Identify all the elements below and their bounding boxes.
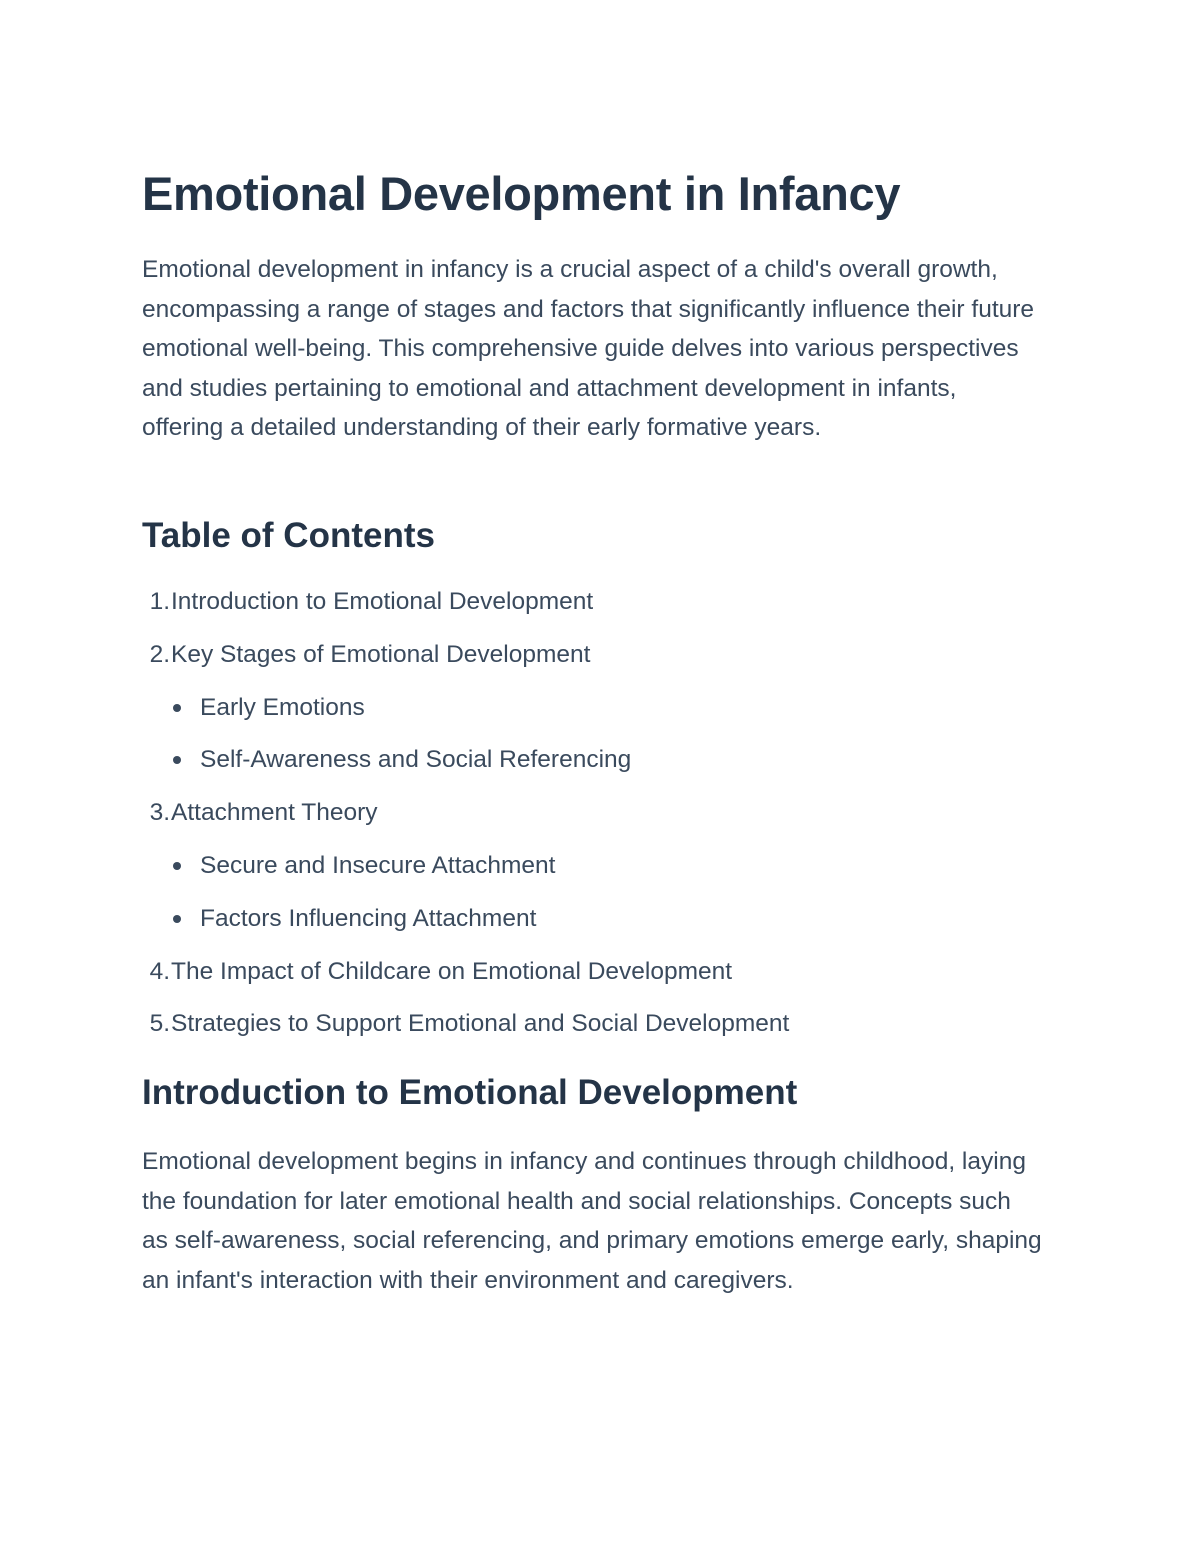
intro-paragraph: Emotional development in infancy is a crucial aspect of a child's overall growth, encompassing a range of stages and factors that significantly influence their future emotional well-being. This comprehensive guide delves into various perspectives and studies pertaining to emotional and attachment development in infants, offering a detailed understanding of their early formative years. [142, 256, 1035, 442]
toc-item-number: 1. [149, 588, 170, 615]
toc-subitem-label: Self-Awareness and Social Referencing [200, 746, 632, 774]
toc-item-number: 5. [149, 1010, 170, 1038]
toc-item-label: Key Stages of Emotional Development [171, 640, 591, 668]
toc-item-number: 2. [149, 640, 170, 668]
toc-subitem-label: Early Emotions [200, 693, 365, 721]
bullet-icon [173, 862, 181, 870]
bullet-icon [173, 915, 181, 923]
toc-item-number: 4. [149, 957, 170, 985]
toc-item-label: Strategies to Support Emotional and Social Development [171, 1010, 790, 1038]
bullet-icon [173, 704, 181, 712]
toc-item-label: Introduction to Emotional Development [171, 588, 594, 615]
document-title: Emotional Development in Infancy [142, 167, 901, 220]
toc-item-label: Attachment Theory [171, 799, 378, 827]
toc-item-number: 3. [149, 799, 170, 827]
introduction-heading: Introduction to Emotional Development [142, 1073, 798, 1112]
introduction-paragraph: Emotional development begins in infancy and continues through childhood, laying the foundation for later emotional health and social relationships. Concepts such as self-awareness, social referencing, and primary emotions emerge early, shaping an infant's interaction with their environment and caregivers. [142, 1148, 1042, 1294]
toc-heading: Table of Contents [142, 516, 435, 555]
toc-item-label: The Impact of Childcare on Emotional Development [171, 957, 733, 985]
toc-subitem-label: Factors Influencing Attachment [200, 904, 537, 932]
bullet-icon [173, 756, 181, 764]
toc-subitem-label: Secure and Insecure Attachment [200, 851, 556, 879]
